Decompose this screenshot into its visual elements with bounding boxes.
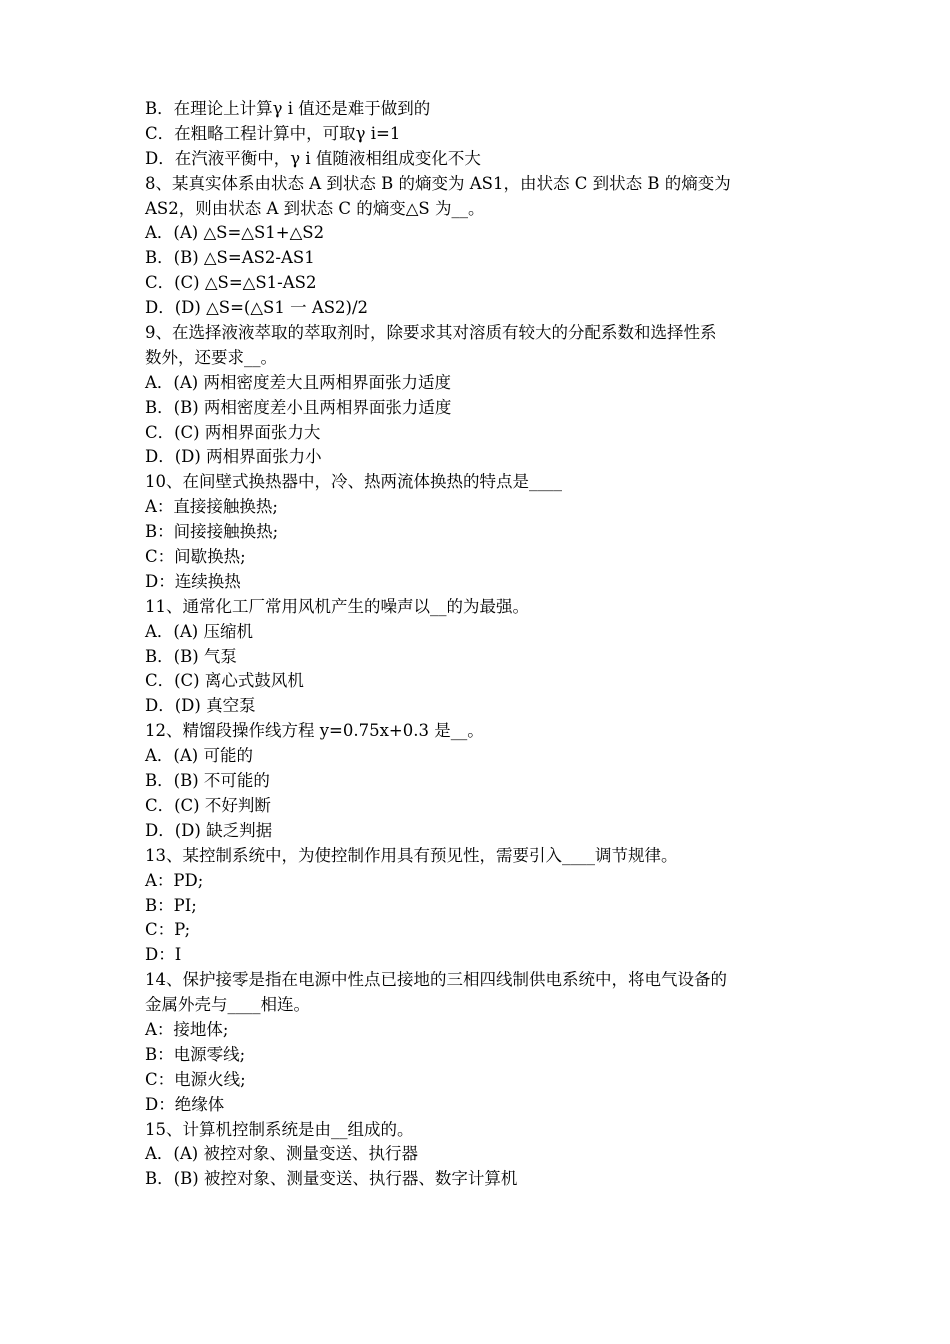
option-line: B．(B) 被控对象、测量变送、执行器、数字计算机 (145, 1169, 518, 1189)
option-line: D．(D) 两相界面张力小 (145, 447, 322, 467)
option-line: D：连续换热 (145, 571, 241, 591)
question-12-text: 12、精馏段操作线方程 y=0.75x+0.3 是__。 (145, 721, 484, 741)
option-line: A：直接接触换热; (145, 497, 278, 517)
question-11-text: 11、通常化工厂常用风机产生的噪声以__的为最强。 (145, 596, 529, 616)
document-page (145, 97, 815, 1192)
question-8-text: AS2，则由状态 A 到状态 C 的熵变△S 为__。 (145, 198, 485, 218)
option-line: C：间歇换热; (145, 547, 246, 567)
question-14-text: 金属外壳与____相连。 (145, 995, 310, 1015)
text-line: B．在理论上计算γ i 值还是难于做到的 (145, 99, 431, 118)
question-9-text: 数外，还要求__。 (145, 347, 277, 367)
option-line: C．(C) 两相界面张力大 (145, 422, 321, 442)
option-line: D：I (145, 945, 182, 965)
option-line: C．(C) 不好判断 (145, 795, 271, 815)
question-9-text: 9、在选择液液萃取的萃取剂时，除要求其对溶质有较大的分配系数和选择性系 (145, 323, 717, 343)
option-line: D．(D) △S=(△S1 一 AS2)/2 (145, 298, 369, 318)
option-line: D．(D) 缺乏判据 (145, 820, 273, 840)
option-line: C．(C) △S=△S1-AS2 (145, 273, 317, 293)
option-line: A：接地体; (145, 1019, 229, 1039)
option-line: C：P; (145, 920, 191, 940)
text-line: D．在汽液平衡中，γ i 值随液相组成变化不大 (145, 148, 481, 168)
option-line: A：PD; (145, 870, 204, 890)
option-line: B．(B) △S=AS2-AS1 (145, 248, 315, 268)
option-line: B：电源零线; (145, 1044, 246, 1064)
option-line: B：间接接触换热; (145, 522, 279, 542)
option-line: D．(D) 真空泵 (145, 696, 256, 716)
question-8-text: 8、某真实体系由状态 A 到状态 B 的熵变为 AS1，由状态 C 到状态 B 的熵变为 (145, 173, 731, 193)
option-line: A．(A) 两相密度差大且两相界面张力适度 (145, 372, 451, 392)
option-line: A．(A) 可能的 (145, 746, 253, 766)
option-line: A．(A) 被控对象、测量变送、执行器 (145, 1144, 418, 1164)
option-line: D：绝缘体 (145, 1094, 225, 1114)
option-line: B：PI; (145, 895, 197, 915)
question-10-text: 10、在间壁式换热器中，冷、热两流体换热的特点是____ (145, 472, 562, 492)
question-15-text: 15、计算机控制系统是由__组成的。 (145, 1119, 414, 1139)
option-line: A．(A) △S=△S1+△S2 (145, 223, 325, 243)
option-line: B．(B) 气泵 (145, 646, 237, 666)
option-line: A．(A) 压缩机 (145, 621, 253, 641)
question-13-text: 13、某控制系统中，为使控制作用具有预见性，需要引入____调节规律。 (145, 845, 678, 865)
question-14-text: 14、保护接零是指在电源中性点已接地的三相四线制供电系统中，将电气设备的 (145, 970, 727, 990)
option-line: C：电源火线; (145, 1069, 246, 1089)
text-line: C．在粗略工程计算中，可取γ i=1 (145, 123, 401, 143)
option-line: B．(B) 两相密度差小且两相界面张力适度 (145, 397, 452, 417)
option-line: C．(C) 离心式鼓风机 (145, 671, 304, 691)
option-line: B．(B) 不可能的 (145, 771, 270, 791)
